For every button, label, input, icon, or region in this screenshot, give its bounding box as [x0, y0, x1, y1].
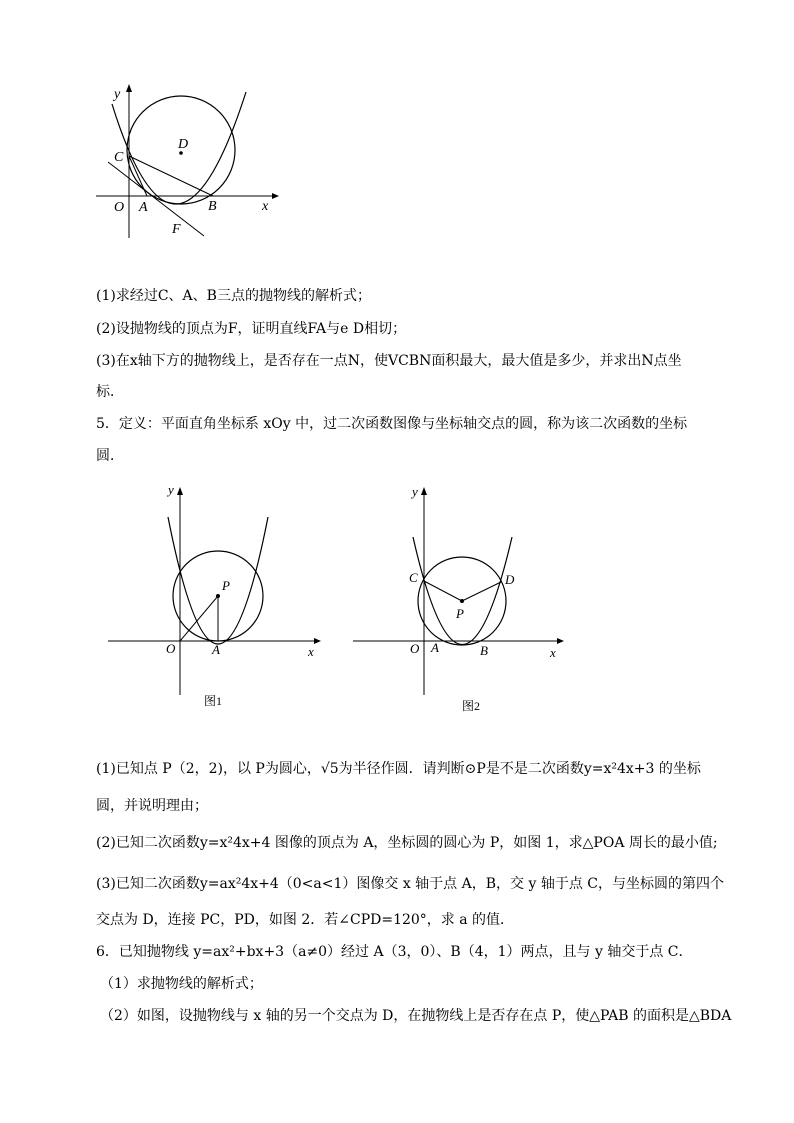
fig2-label-p: P	[456, 606, 464, 621]
fig1-label-x: x	[308, 644, 314, 659]
problem5-q3-line2: 交点为 D，连接 PC，PD，如图 2．若∠CPD=120°，求 a 的值．	[96, 912, 515, 928]
fig1-x-axis-arrow-icon	[314, 638, 321, 644]
label-a: A	[139, 200, 148, 215]
label-y: y	[114, 87, 121, 102]
fig2-caption: 图2	[462, 699, 481, 713]
problem4-q2: (2)设抛物线的顶点为F，证明直线FA与e D相切；	[96, 321, 407, 337]
problem4-q1: (1)求经过C、A、B三点的抛物线的解析式；	[96, 288, 371, 304]
fig2-y-axis-arrow-icon	[421, 487, 427, 495]
fig1-label-p: P	[222, 578, 230, 593]
y-axis-arrow-icon	[126, 84, 132, 92]
label-x: x	[262, 199, 269, 214]
fig2-label-x: x	[550, 645, 556, 660]
fig2-label-a: A	[431, 640, 439, 655]
problem6-intro: 6．已知抛物线 y=ax²+bx+3（a≠0）经过 A（3，0）、B（4，1）两点，且与 y 轴交于点 C．	[96, 944, 693, 960]
fig1-y-axis-arrow-icon	[177, 487, 183, 495]
problem5-q3-line1: (3)已知二次函数y=ax²4x+4（0<a<1）图像交 x 轴于点 A，B，交 y 轴于点 C，与坐标圆的第四个	[96, 876, 725, 892]
segment-ca	[129, 156, 147, 196]
label-c: C	[114, 150, 124, 165]
problem4-q3-line1: (3)在x轴下方的抛物线上，是否存在一点N，使VCBN面积最大，最大值是多少，并求出N点坐	[96, 353, 682, 369]
problem6-q2: （2）如图，设抛物线与 x 轴的另一个交点为 D，在抛物线上是否存在点 P，使△PAB 的面积是△BDA	[100, 1008, 732, 1024]
fig2-x-axis-arrow-icon	[557, 638, 564, 644]
fig1-segment-op	[180, 596, 218, 641]
fig1-label-o: O	[166, 641, 176, 656]
figure-circle-parabola	[90, 80, 290, 240]
label-b: B	[208, 199, 217, 214]
x-axis-arrow-icon	[272, 193, 279, 199]
figure-2	[350, 478, 575, 700]
problem5-q1-line1: (1)已知点 P（2，2)，以 P为圆心，√5为半径作圆．请判断⊙P是不是二次函数y=x²4x+3 的坐标	[96, 761, 701, 777]
label-f: F	[172, 222, 181, 237]
fig2-label-y: y	[412, 484, 418, 499]
fig2-label-d: D	[505, 572, 515, 587]
fig2-label-b: B	[480, 643, 488, 658]
label-o: O	[114, 200, 125, 215]
problem5-definition-line1: 5．定义：平面直角坐标系 xOy 中，过二次函数图像与坐标轴交点的圆，称为该二次函数的坐标	[96, 416, 688, 432]
fig1-point-p-dot	[216, 594, 220, 598]
fig1-caption: 图1	[204, 694, 223, 708]
fig1-label-a: A	[212, 642, 220, 657]
fig2-label-c: C	[409, 570, 418, 585]
problem5-q2: (2)已知二次函数y=x²4x+4 图像的顶点为 A，坐标圆的圆心为 P，如图 1，求△POA 周长的最小值;	[96, 835, 718, 851]
problem5-q1-line2: 圆，并说明理由；	[96, 798, 208, 814]
problem4-q3-line2: 标．	[96, 384, 124, 400]
fig1-label-y: y	[168, 482, 174, 497]
fig2-label-o: O	[410, 641, 420, 656]
problem5-definition-line2: 圆．	[96, 448, 124, 464]
label-d: D	[178, 137, 189, 152]
problem6-q1: （1）求抛物线的解析式；	[100, 976, 263, 992]
fig2-point-p-dot	[460, 599, 464, 603]
figure-1	[105, 478, 330, 700]
